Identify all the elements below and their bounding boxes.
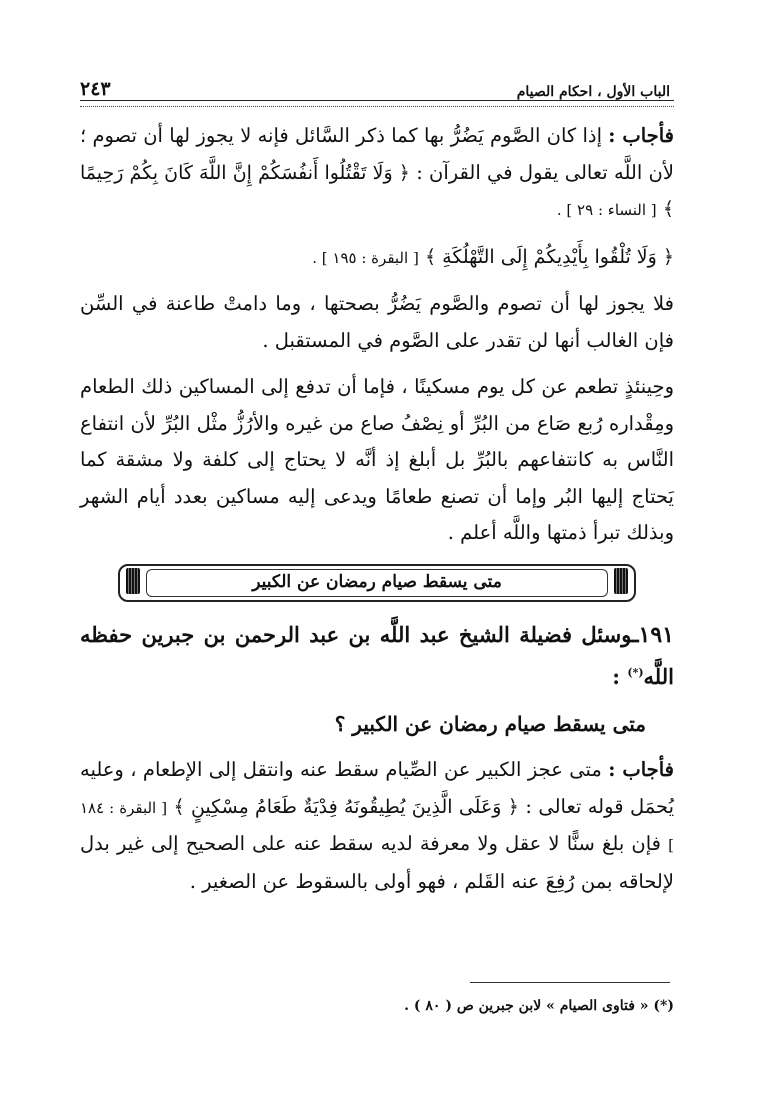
answer-lead: فأجاب : xyxy=(608,124,674,147)
question-colon: : xyxy=(612,663,628,689)
answer-paragraph-2: فلا يجوز لها أن تصوم والصَّوم يَضُرُّ بصحتها ، وما دامتْ طاعنة في السِّن فإن الغالب أنها لن تقدر على الصَّوم في المستقبل . xyxy=(80,292,674,352)
question-heading xyxy=(80,616,674,696)
quran-reference-1: [ النساء : ٢٩ ] . xyxy=(556,201,657,219)
quran-reference-3: [ البقرة : ١٨٤ ] xyxy=(80,798,674,854)
section-title: متى يسقط صيام رمضان عن الكبير xyxy=(252,572,502,593)
footnote-rule xyxy=(470,982,670,983)
answer-text: إذا كان الصَّوم يَضُرُّ بها كما ذكر السَّائل فإنه لا يجوز لها أن تصوم ؛ لأن اللَّه تعالى يقول في القرآن : xyxy=(80,124,674,184)
page-content xyxy=(80,118,674,910)
quran-verse-3: ﴿ وَعَلَى الَّذِينَ يُطِيقُونَهُ فِدْيَةٌ طَعَامُ مِسْكِينٍ ﴾ xyxy=(173,795,519,818)
header-rule xyxy=(80,100,674,107)
question-intro: وسئل فضيلة الشيخ عبد اللَّه بن عبد الرحمن بن جبرين حفظه اللَّه xyxy=(80,621,674,689)
question-text: متى يسقط صيام رمضان عن الكبير ؟ xyxy=(334,711,646,736)
answer-paragraph-1 xyxy=(80,118,674,229)
answer-paragraph-3: وحِينئذٍ تطعم عن كل يوم مسكينًا ، فإما أن تدفع إلى المساكين ذلك الطعام ومِقْداره رُبع صَاع من البُرِّ أو نِصْفُ صاع من غيره والأرُزُّ مثْل البُرِّ لأن انتفاع النَّاس به كانتفاعهم بالبُرِّ بل أبلغ إذ أنَّه لا يحتاج إلى كلفة ولا مشقة كما يَحتاج إليها البُر وإما أن تصنع طعامًا ويدعى إليه مساكين بعدد أيام الشهر وبذلك تبرأ ذمتها واللَّه أعلم . xyxy=(80,375,674,544)
footnote: (*) « فتاوى الصيام » لابن جبرين ص ( ٨٠ ) . xyxy=(404,998,674,1014)
quran-verse-2: ﴿ وَلَا تُلْقُوا بِأَيْدِيكُمْ إِلَى التَّهْلُكَةِ ﴾ xyxy=(425,245,674,268)
answer-text-2: متى عجز الكبير عن الصِّيام سقط عنه وانتقل إلى الإطعام ، وعليه يُحمَل قوله تعالى : xyxy=(80,758,675,818)
answer-paragraph-4 xyxy=(80,752,674,900)
quran-reference-2: [ البقرة : ١٩٥ ] . xyxy=(312,248,419,267)
quran-verse-1: ﴿ وَلَا تَقْتُلُوا أَنفُسَكُمْ إِنَّ اللَّهَ كَانَ بِكُمْ رَحِيمًا ﴾ xyxy=(80,161,674,220)
footnote-marker: (*) xyxy=(627,665,644,679)
chapter-title: الباب الأول ، احكام الصيام xyxy=(516,84,670,100)
page-number: ٢٤٣ xyxy=(80,78,111,100)
question-number: ١٩١ـ xyxy=(632,621,674,648)
section-banner xyxy=(118,564,636,602)
quran-line-2 xyxy=(80,239,674,277)
answer-text-3: فإن بلغ سنًّا لا عقل ولا معرفة لديه سقط عنه على الصحيح إلى غير بدل لإلحاقه بمن رُفِعَ عنه القَلم ، فهو أولى بالسقوط عن الصغير . xyxy=(80,832,674,893)
answer-lead-2: فأجاب : xyxy=(608,758,674,781)
page-header xyxy=(80,72,670,100)
